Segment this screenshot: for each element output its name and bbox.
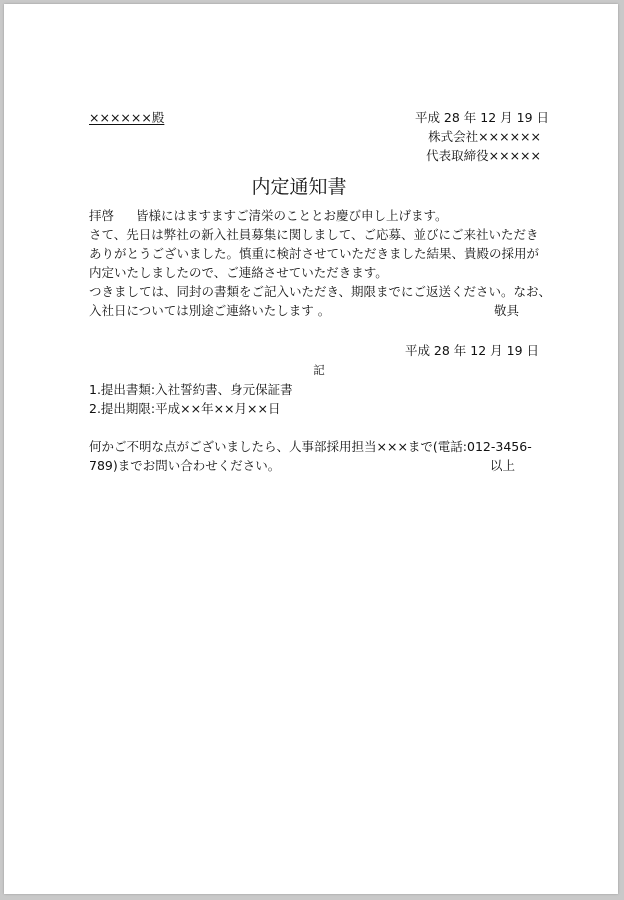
company-name: 株式会社××××××	[428, 129, 541, 144]
body-line: ありがとうございました。慎重に検討させていただきました結果、貴殿の採用が	[89, 246, 540, 261]
contact-line: 789)までお問い合わせください。	[89, 458, 281, 473]
body-line-last	[89, 301, 549, 320]
greeting-opening: 拝啓	[89, 208, 115, 223]
letter-body	[89, 206, 552, 320]
contact-line-last	[89, 456, 549, 475]
closing-keigu: 敬具	[493, 303, 519, 318]
item-deadline: 2.提出期限:平成××年××月××日	[89, 401, 281, 416]
recipient-name: ××××××殿	[89, 110, 165, 125]
ki-heading: 記	[313, 363, 325, 377]
document-title: 内定通知書	[251, 176, 347, 198]
item-documents: 1.提出書類:入社誓約書、身元保証書	[89, 382, 293, 397]
contact-info	[89, 437, 549, 475]
president-name: 代表取締役×××××	[426, 148, 541, 163]
body-line: 入社日については別途ご連絡いたします 。	[89, 303, 331, 318]
second-date: 平成 28 年 12 月 19 日	[404, 343, 539, 358]
contact-line: 何かご不明な点がございましたら、人事部採用担当×××まで(電話:012-3456-	[89, 439, 532, 454]
issue-date: 平成 28 年 12 月 19 日	[414, 110, 549, 125]
document-page	[4, 4, 618, 894]
body-line: つきましては、同封の書類をご記入いただき、期限までにご返送ください。なお、	[89, 284, 552, 299]
greeting-line	[89, 206, 549, 225]
greeting-text: 皆様にはますますご清栄のこととお慶び申し上げます。	[136, 208, 448, 223]
body-line: さて、先日は弊社の新入社員募集に関しまして、ご応募、並びにご来社いただき	[89, 227, 539, 242]
body-line: 内定いたしましたので、ご連絡させていただきます。	[89, 265, 388, 280]
end-mark: 以上	[489, 458, 515, 473]
